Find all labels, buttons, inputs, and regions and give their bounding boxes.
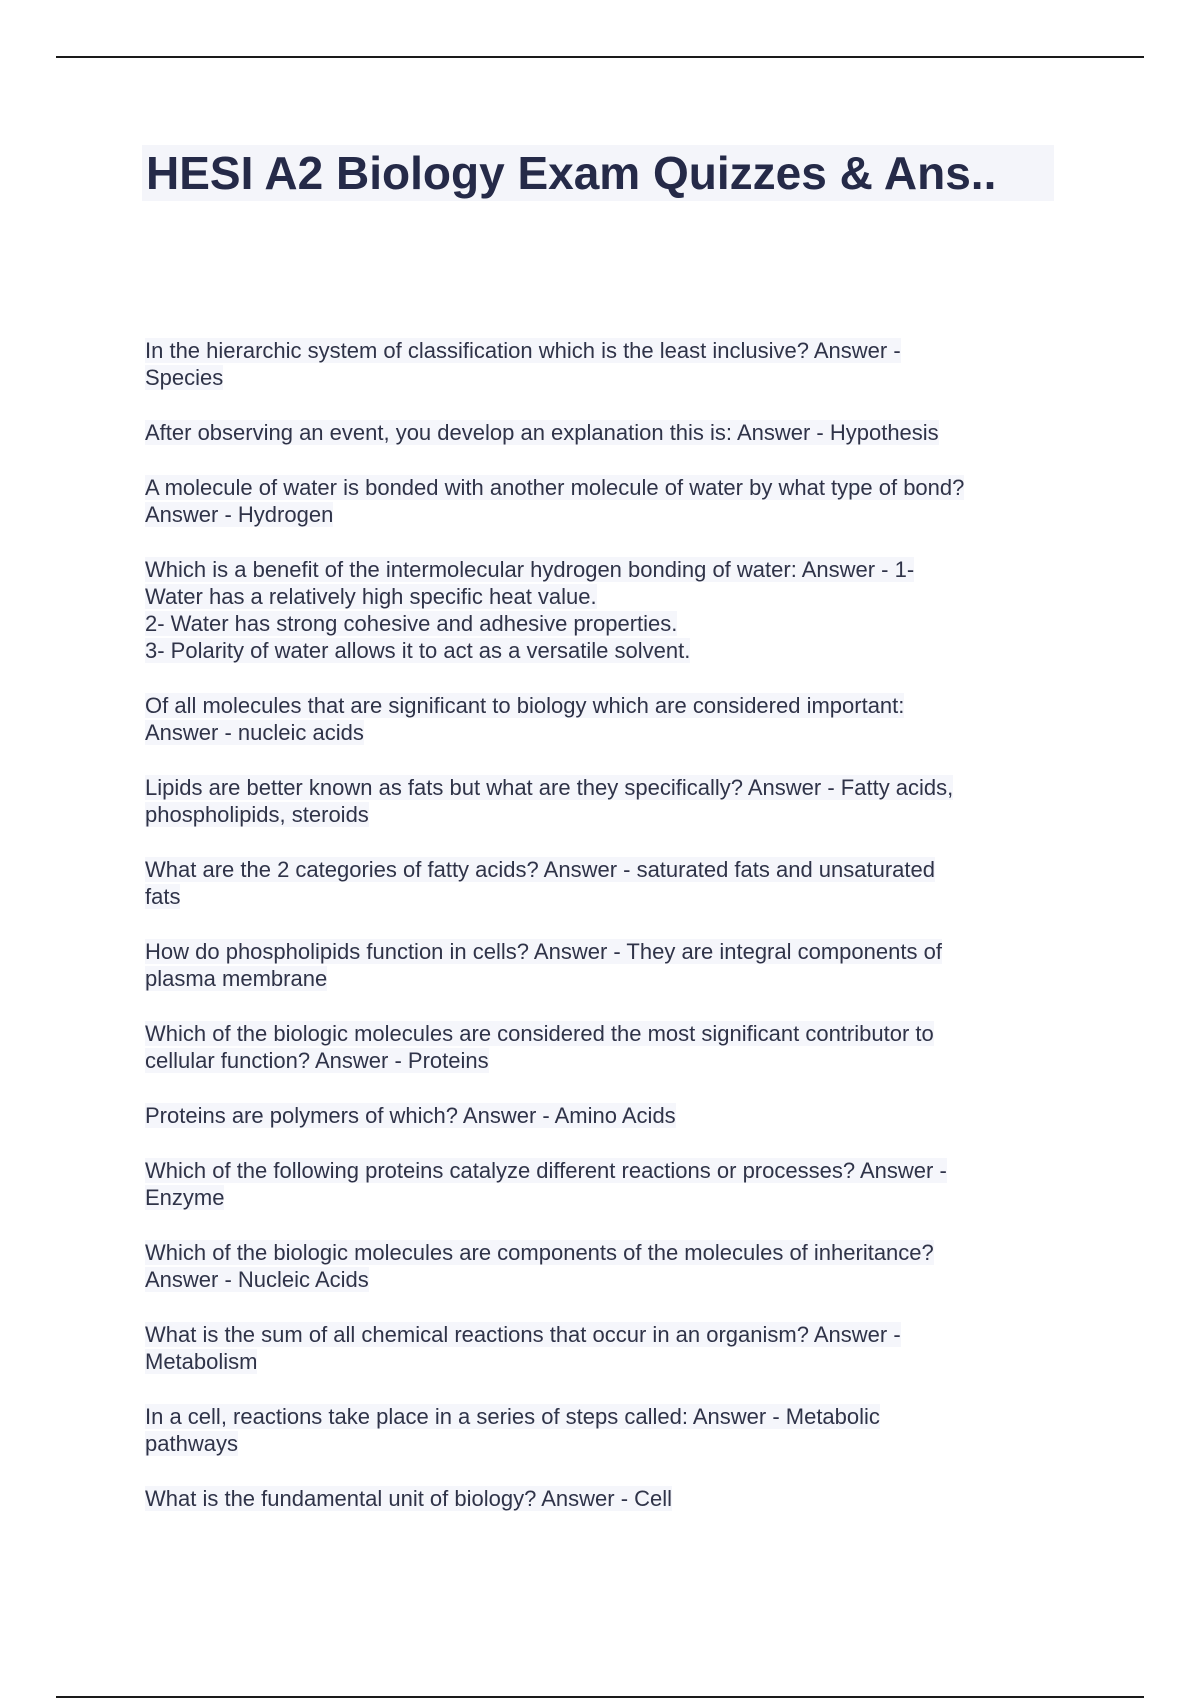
qa-line-text: Which is a benefit of the intermolecular hydrogen bonding of water: Answer - 1- bbox=[145, 557, 915, 582]
qa-line bbox=[145, 1184, 1055, 1211]
qa-item bbox=[145, 337, 1055, 391]
qa-item bbox=[145, 556, 1055, 664]
qa-item bbox=[145, 1321, 1055, 1375]
qa-line-text: Of all molecules that are significant to biology which are considered important: bbox=[145, 693, 905, 718]
qa-line bbox=[145, 1102, 1055, 1129]
qa-line-text: What are the 2 categories of fatty acids? Answer - saturated fats and unsaturated bbox=[145, 857, 936, 882]
qa-line bbox=[145, 364, 1055, 391]
qa-line-text: A molecule of water is bonded with another molecule of water by what type of bond? bbox=[145, 475, 965, 500]
qa-line-text: Answer - Hydrogen bbox=[145, 502, 334, 527]
qa-line bbox=[145, 883, 1055, 910]
qa-line bbox=[145, 610, 1055, 637]
qa-line-text: Proteins are polymers of which? Answer - Amino Acids bbox=[145, 1103, 676, 1128]
top-divider bbox=[56, 56, 1144, 58]
qa-line-text: What is the sum of all chemical reactions that occur in an organism? Answer - bbox=[145, 1322, 901, 1347]
qa-line bbox=[145, 1157, 1055, 1184]
qa-line-text: pathways bbox=[145, 1431, 238, 1456]
qa-line-text: How do phospholipids function in cells? Answer - They are integral components of bbox=[145, 939, 942, 964]
qa-line bbox=[145, 1348, 1055, 1375]
qa-item bbox=[145, 774, 1055, 828]
qa-line-text: Water has a relatively high specific heat value. bbox=[145, 584, 597, 609]
qa-line-text: What is the fundamental unit of biology? Answer - Cell bbox=[145, 1486, 673, 1511]
qa-line-text: In the hierarchic system of classification which is the least inclusive? Answer - bbox=[145, 338, 901, 363]
qa-line bbox=[145, 1485, 1055, 1512]
qa-line bbox=[145, 1430, 1055, 1457]
qa-line-text: Enzyme bbox=[145, 1185, 225, 1210]
qa-line bbox=[145, 474, 1055, 501]
qa-line-text: phospholipids, steroids bbox=[145, 802, 369, 827]
qa-line bbox=[145, 637, 1055, 664]
qa-line bbox=[145, 1047, 1055, 1074]
qa-line-text: Lipids are better known as fats but what are they specifically? Answer - Fatty acids, bbox=[145, 775, 954, 800]
title-highlight bbox=[142, 145, 1054, 201]
qa-line bbox=[145, 583, 1055, 610]
qa-line bbox=[145, 1020, 1055, 1047]
qa-line-text: 2- Water has strong cohesive and adhesive properties. bbox=[145, 611, 678, 636]
qa-line bbox=[145, 938, 1055, 965]
qa-item bbox=[145, 1485, 1055, 1512]
qa-list bbox=[145, 337, 1055, 1540]
qa-item bbox=[145, 419, 1055, 446]
qa-item bbox=[145, 1102, 1055, 1129]
qa-line bbox=[145, 719, 1055, 746]
qa-line-text: 3- Polarity of water allows it to act as a versatile solvent. bbox=[145, 638, 691, 663]
qa-line-text: In a cell, reactions take place in a series of steps called: Answer - Metabolic bbox=[145, 1404, 880, 1429]
qa-line bbox=[145, 1321, 1055, 1348]
qa-item bbox=[145, 1020, 1055, 1074]
qa-line-text: plasma membrane bbox=[145, 966, 328, 991]
qa-line bbox=[145, 501, 1055, 528]
qa-line bbox=[145, 1239, 1055, 1266]
document-title: HESI A2 Biology Exam Quizzes & Ans.. bbox=[146, 147, 997, 199]
qa-line-text: Which of the following proteins catalyze different reactions or processes? Answer - bbox=[145, 1158, 947, 1183]
qa-line bbox=[145, 556, 1055, 583]
qa-line bbox=[145, 801, 1055, 828]
qa-item bbox=[145, 856, 1055, 910]
qa-line bbox=[145, 965, 1055, 992]
qa-item bbox=[145, 1157, 1055, 1211]
qa-line-text: Answer - nucleic acids bbox=[145, 720, 364, 745]
qa-item bbox=[145, 1239, 1055, 1293]
qa-line-text: Answer - Nucleic Acids bbox=[145, 1267, 369, 1292]
qa-line-text: Metabolism bbox=[145, 1349, 258, 1374]
qa-line bbox=[145, 774, 1055, 801]
qa-line-text: After observing an event, you develop an explanation this is: Answer - Hypothesis bbox=[145, 420, 939, 445]
qa-line bbox=[145, 337, 1055, 364]
qa-item bbox=[145, 474, 1055, 528]
qa-item bbox=[145, 692, 1055, 746]
qa-line bbox=[145, 1403, 1055, 1430]
qa-line-text: Species bbox=[145, 365, 224, 390]
qa-line-text: fats bbox=[145, 884, 181, 909]
qa-line-text: cellular function? Answer - Proteins bbox=[145, 1048, 489, 1073]
qa-line-text: Which of the biologic molecules are components of the molecules of inheritance? bbox=[145, 1240, 934, 1265]
bottom-divider bbox=[56, 1696, 1144, 1698]
qa-line bbox=[145, 856, 1055, 883]
qa-item bbox=[145, 938, 1055, 992]
qa-line bbox=[145, 419, 1055, 446]
qa-item bbox=[145, 1403, 1055, 1457]
qa-line bbox=[145, 692, 1055, 719]
qa-line-text: Which of the biologic molecules are considered the most significant contributor to bbox=[145, 1021, 934, 1046]
qa-line bbox=[145, 1266, 1055, 1293]
